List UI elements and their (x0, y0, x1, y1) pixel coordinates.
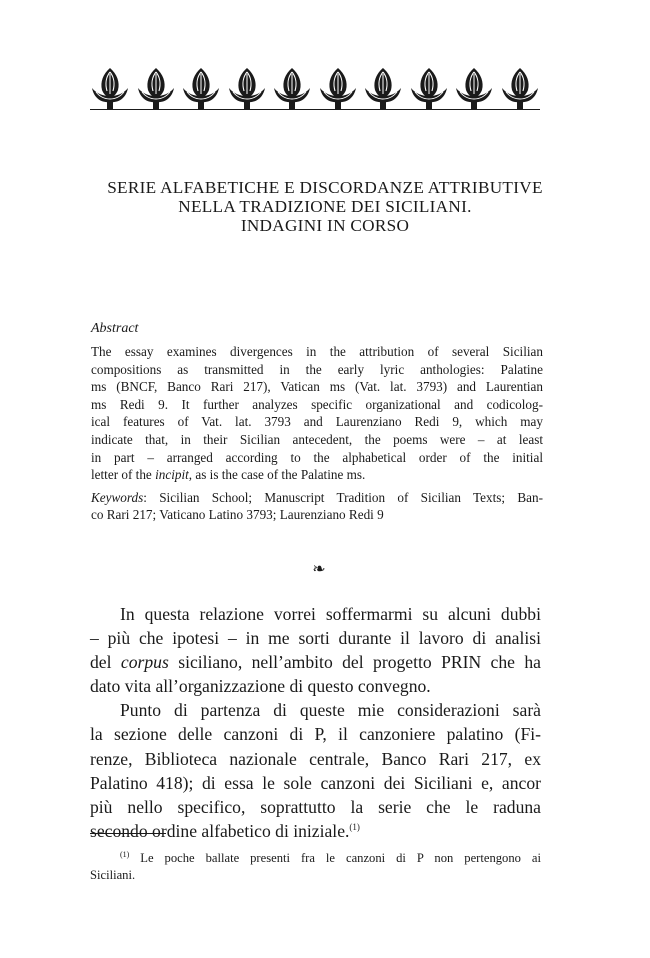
body-line (90, 650, 541, 674)
abstract-line: in part – arranged according to the alphabetical order of the initial (91, 449, 543, 465)
keywords-text: : Sicilian School; Manuscript Tradition of Sicilian Texts; Ban- (143, 489, 543, 505)
body-line (90, 819, 541, 843)
abstract-section (91, 320, 543, 524)
abstract-line: indicate that, in their Sicilian antecedent, the poems were – at least (91, 431, 543, 447)
body-line: renze, Biblioteca nazionale centrale, Banco Rari 217, ex (90, 748, 541, 769)
footnote-rule (90, 833, 166, 834)
body-line: Punto di partenza di queste mie considerazioni sarà (120, 700, 541, 721)
ornament-band (90, 60, 540, 110)
keywords-line (91, 489, 543, 507)
lotus-ornament-icon (454, 64, 494, 110)
body-italic-term: corpus (120, 652, 169, 673)
abstract-text-run: letter of the (91, 467, 156, 483)
body-text-run: secondo ordine alfabetico di iniziale. (90, 820, 350, 841)
title-line: NELLA TRADIZIONE DEI SICILIANI. (178, 197, 472, 216)
abstract-text (91, 343, 543, 484)
abstract-line (91, 466, 543, 484)
body-line: – più che ipotesi – in me sorti durante il lavoro di analisi (90, 628, 541, 649)
keywords-label: Keywords (91, 489, 144, 505)
fleuron-icon: ❧ (312, 561, 326, 578)
keywords-line: co Rari 217; Vaticano Latino 3793; Laurenziano Redi 9 (91, 507, 384, 523)
footnote-mark: (1) (120, 849, 130, 859)
body-text-run: del (90, 652, 121, 673)
footnote-reference[interactable]: (1) (349, 821, 360, 832)
lotus-ornament-icon (227, 64, 267, 110)
lotus-ornament-icon (136, 64, 176, 110)
abstract-line: ms Redi 9. It further analyzes specific organizational and codicolog- (91, 396, 543, 412)
body-line: In questa relazione vorrei soffermarmi su alcuni dubbi (120, 604, 541, 624)
body-text-run: siciliano, nell’ambito del progetto PRIN che ha (168, 652, 541, 673)
abstract-italic-term: incipit (155, 467, 189, 483)
body-line: Palatino 418); di essa le sole canzoni dei Siciliani e, ancor (90, 772, 541, 793)
lotus-ornament-icon (500, 64, 540, 110)
abstract-line: The essay examines divergences in the attribution of several Sicilian (91, 344, 543, 359)
lotus-ornament-icon (363, 64, 403, 110)
abstract-text-run: , as is the case of the Palatine ms. (188, 467, 366, 483)
body-line: dato vita all’organizzazione di questo convegno. (90, 676, 431, 697)
body-line: più nello specifico, soprattutto la serie che le raduna (90, 796, 541, 817)
abstract-line: ical features of Vat. lat. 3793 and Laurenziano Redi 9, which may (91, 414, 543, 430)
header-rule (90, 109, 540, 110)
abstract-heading: Abstract (91, 321, 139, 336)
abstract-line: compositions as transmitted in the early lyric anthologies: Palatine (91, 361, 543, 377)
lotus-ornament-icon (272, 64, 312, 110)
abstract-line: ms (BNCF, Banco Rari 217), Vatican ms (Vat. lat. 3793) and Laurentian (91, 379, 543, 395)
keywords (91, 489, 543, 524)
footnote-line: Siciliani. (90, 868, 136, 882)
body-text (90, 602, 541, 843)
lotus-ornament-icon (90, 64, 130, 110)
lotus-ornament-icon (181, 64, 221, 110)
article-title (70, 178, 580, 235)
footnote (90, 850, 541, 884)
lotus-ornament-icon (409, 64, 449, 110)
lotus-ornament-icon (318, 64, 358, 110)
footnote-line (90, 850, 541, 867)
title-line: INDAGINI IN CORSO (240, 216, 410, 235)
footnote-text: Le poche ballate presenti fra le canzoni di P non pertengono ai (129, 851, 541, 865)
title-line: SERIE ALFABETICHE E DISCORDANZE ATTRIBUTIVE (107, 178, 543, 197)
body-line: la sezione delle canzoni di P, il canzoniere palatino (Fi- (90, 724, 541, 745)
